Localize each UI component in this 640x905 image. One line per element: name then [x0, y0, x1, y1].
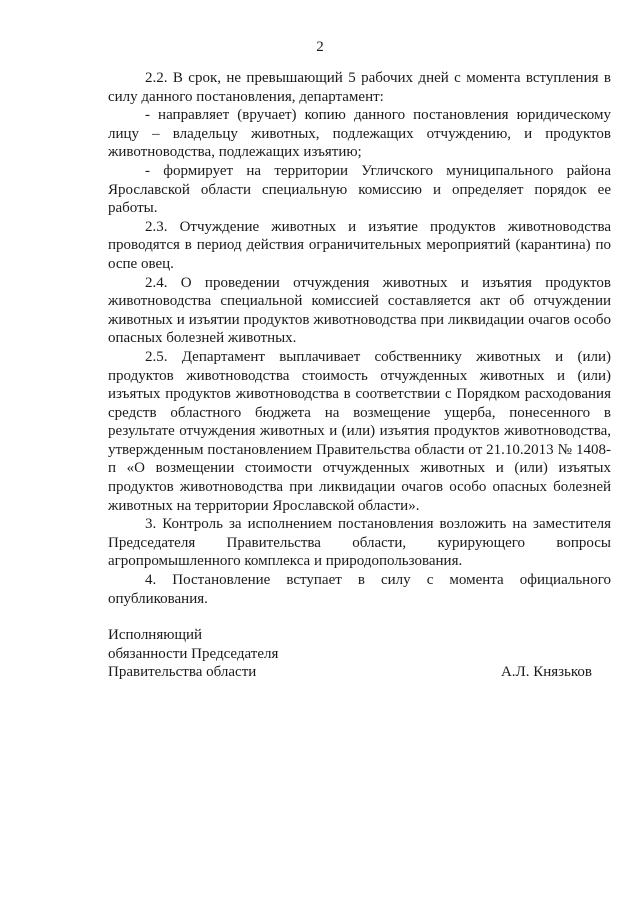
page-number: 2 — [316, 39, 324, 55]
signature-row — [108, 663, 592, 682]
paragraph-2-3: 2.3. Отчуждение животных и изъятие продуктов животноводства проводятся в период действия ограничительных мероприятий (карантина) по оспе овец. — [108, 218, 611, 272]
signatory-name: А.Л. Князьков — [500, 664, 592, 681]
signature-block — [108, 626, 592, 682]
document-body — [108, 69, 611, 608]
paragraph-2-2-item-2: - формирует на территории Угличского муниципального района Ярославской области специальную комиссию и определяет порядок ее работы. — [108, 162, 611, 217]
paragraph-3: 3. Контроль за исполнением постановления возложить на заместителя Председателя Правительства области, курирующего вопросы агропромышленного комплекса и природопользования. — [108, 516, 611, 570]
signature-title-line-3: Правительства области — [108, 664, 257, 681]
paragraph-2-2-item-1: - направляет (вручает) копию данного постановления юридическому лицу – владельцу животных, подлежащих отчуждению, и продуктов животноводства, подлежащих изъятию; — [108, 107, 611, 161]
signature-title-line-2: обязанности Председателя — [108, 645, 279, 662]
paragraph-2-5: 2.5. Департамент выплачивает собственнику животных и (или) продуктов животноводства стоимость отчужденных животных и (или) изъятых продуктов животноводства в соответствии с Порядком расходования средств областного бюджета на возмещение ущерба, понесенного в результате отчуждения животных и (или) изъятия продуктов животноводства, утвержденным постановлением Правительства области от 21.10.2013 № 1408-п «О возмещении стоимости отчужденных животных и (или) изъятых продуктов животноводства при ликвидации очагов особо опасных болезней животных на территории Ярославской области». — [108, 348, 611, 514]
paragraph-2-2: 2.2. В срок, не превышающий 5 рабочих дней с момента вступления в силу данного постановления, департамент: — [108, 70, 611, 105]
signature-title-line-1: Исполняющий — [108, 627, 203, 643]
paragraph-2-4: 2.4. О проведении отчуждения животных и изъятия продуктов животноводства специальной комиссией составляется акт об отчуждении животных и изъятии продуктов животноводства при ликвидации очагов особо опасных болезней животных. — [108, 274, 611, 347]
paragraph-4: 4. Постановление вступает в силу с момента официального опубликования. — [108, 572, 611, 607]
